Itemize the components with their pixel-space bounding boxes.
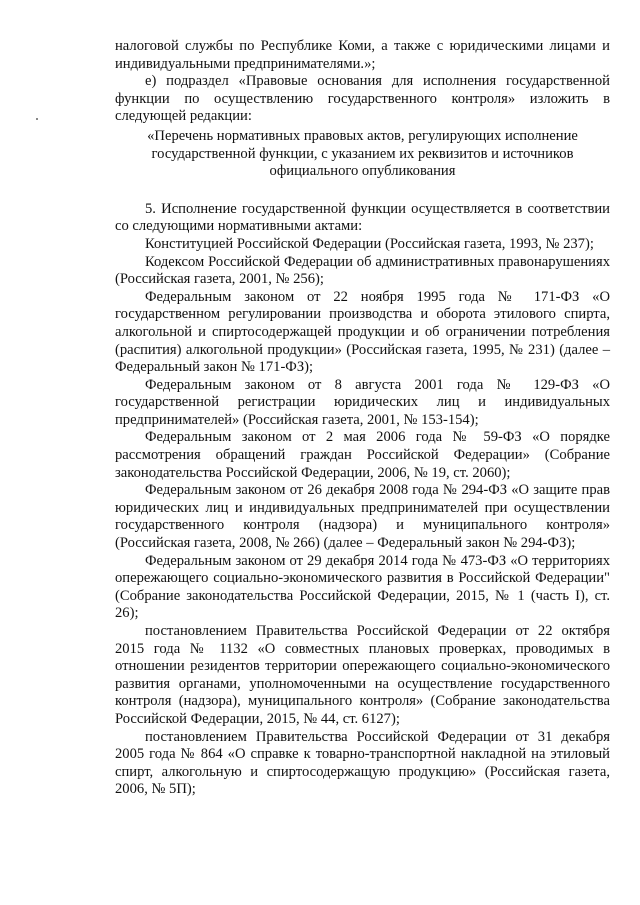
act-item: Федеральным законом от 29 декабря 2014 года № 473-ФЗ «О территориях опережающего социально-экономического развития в Российской Федерации" (Собрание законодательства Российской Федерации, 2015, № 1 (часть I), ст. 26); xyxy=(115,552,610,622)
act-item: Федеральным законом от 8 августа 2001 года № 129-ФЗ «О государственной регистрации юридических лиц и индивидуальных предпринимателей» (Российская газета, 2001, № 153-154); xyxy=(115,376,610,428)
act-item: постановлением Правительства Российской Федерации от 31 декабря 2005 года № 864 «О справке к товарно-транспортной накладной на этиловый спирт, алкогольную и спиртосодержащую продукцию» (Российская газета, 2006, № 5П); xyxy=(115,728,610,798)
act-item: постановлением Правительства Российской Федерации от 22 октября 2015 года № 1132 «О совместных плановых проверках, проводимых в отношении резидентов территории опережающего социально-экономического развития органами, уполномоченными на осуществление государственного контроля (надзора), муниципального контроля» (Собрание законодательства Российской Федерации, 2015, № 44, ст. 6127); xyxy=(115,623,610,727)
section-heading-text: «Перечень нормативных правовых актов, регулирующих исполнение государственной функции, с указанием их реквизитов и источников официального опубликования xyxy=(147,127,578,180)
scan-speck xyxy=(36,118,38,120)
section-heading xyxy=(115,128,610,181)
act-item: Федеральным законом от 22 ноября 1995 года № 171-ФЗ «О государственном регулировании производства и оборота этилового спирта, алкогольной и спиртосодержащей продукции и об ограничении потребления (распития) алкогольной продукции» (Российская газета, 1995, № 231) (далее – Федеральный закон № 171-ФЗ); xyxy=(115,288,610,376)
document-page xyxy=(115,38,610,799)
act-item: Федеральным законом от 2 мая 2006 года № 59-ФЗ «О порядке рассмотрения обращений граждан Российской Федерации» (Собрание законодательства Российской Федерации, 2006, № 19, ст. 2060); xyxy=(115,429,610,481)
list-intro: 5. Исполнение государственной функции осуществляется в соответствии со следующими нормативными актами: xyxy=(115,200,610,235)
act-item: Конституцией Российской Федерации (Российская газета, 1993, № 237); xyxy=(145,235,594,252)
act-item: Кодексом Российской Федерации об административных правонарушениях (Российская газета, 2001, № 256); xyxy=(115,253,610,288)
paragraph-amendment-e: е) подраздел «Правовые основания для исполнения государственной функции по осуществлению государственного контроля» изложить в следующей редакции: xyxy=(115,73,610,125)
act-item: Федеральным законом от 26 декабря 2008 года № 294-ФЗ «О защите прав юридических лиц и индивидуальных предпринимателей при осуществлении государственного контроля (надзора) и муниципального контроля» (Российская газета, 2008, № 266) (далее – Федеральный закон № 294-ФЗ); xyxy=(115,482,610,552)
spacer xyxy=(115,191,610,201)
spacer xyxy=(115,181,610,191)
paragraph-continuation: налоговой службы по Республике Коми, а также с юридическими лицами и индивидуальными предпринимателями.»; xyxy=(115,38,610,72)
